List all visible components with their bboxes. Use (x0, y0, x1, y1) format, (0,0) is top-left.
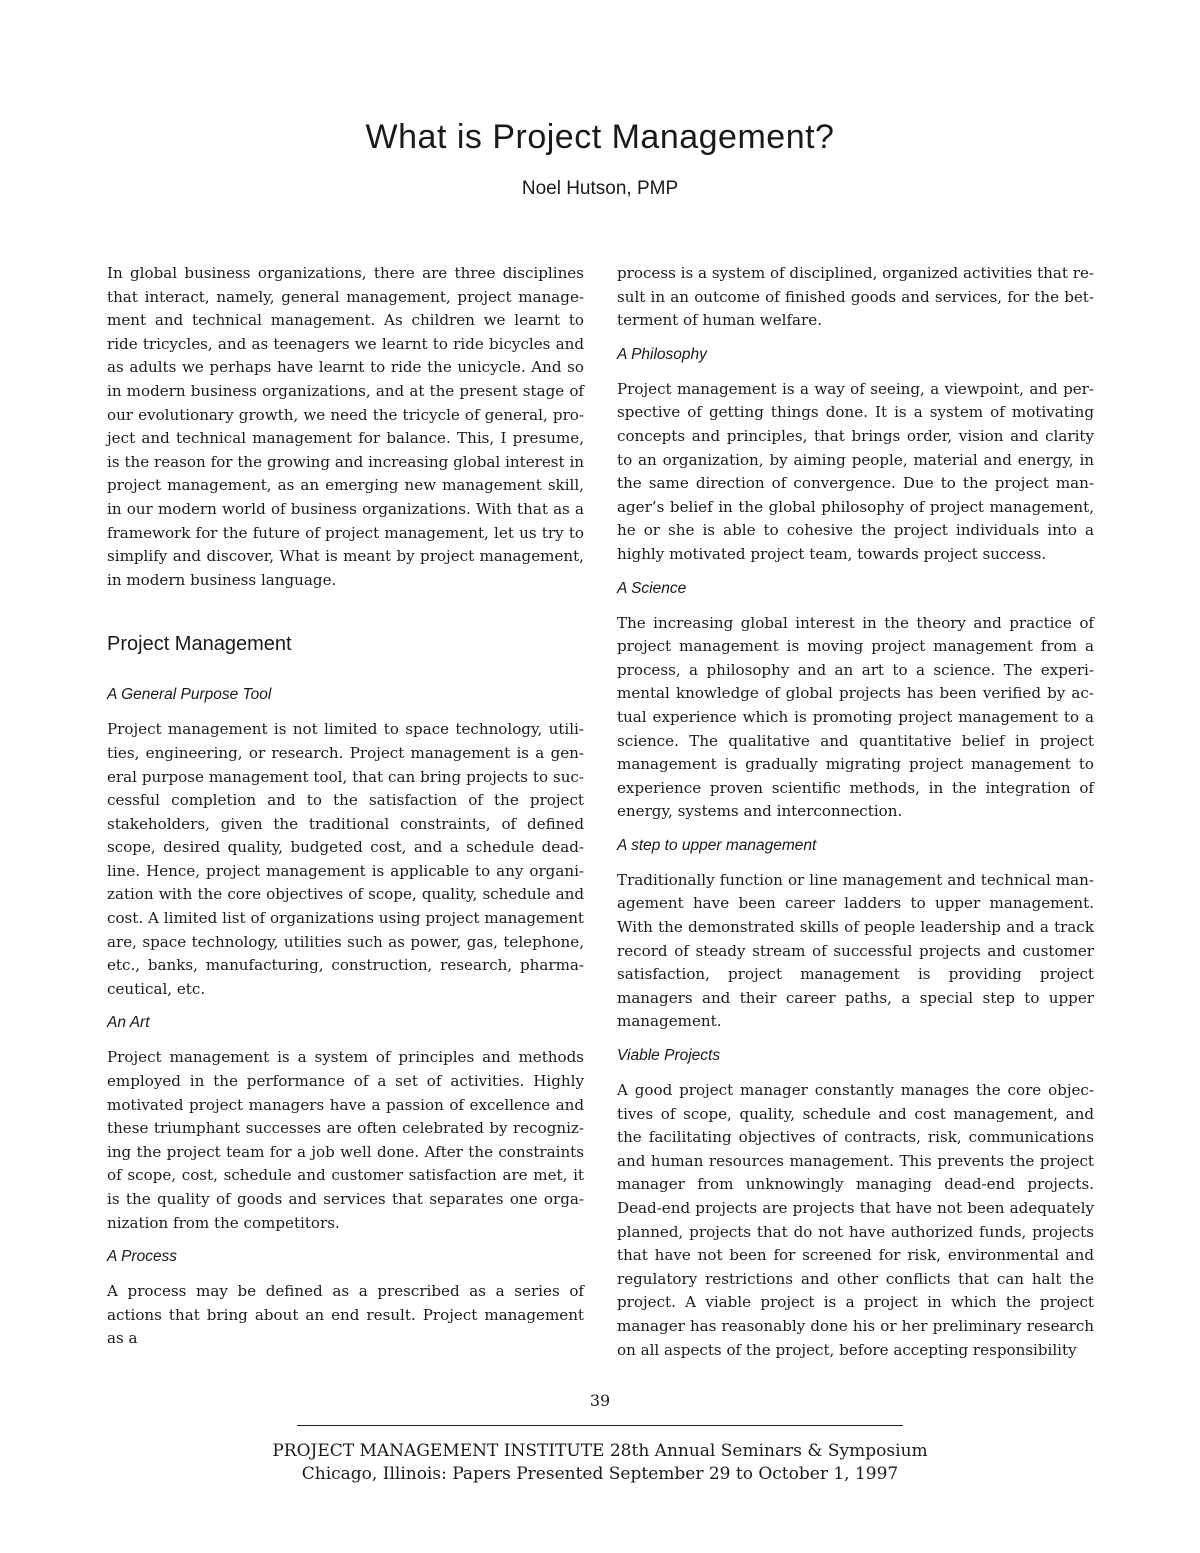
paragraph-process-continued: process is a system of disciplined, organized activities that result in an outcome of finished goods and services, for the betterment of human welfare. (617, 264, 1094, 330)
footer (0, 1440, 1200, 1486)
paragraph-art: Project management is a system of principles and methods employed in the performance of a set of activities. Highly motivated project managers have a passion of excellence and these triumphant successes are often celebrated by recognizing the project team for a job well done. After the constraints of scope, cost, schedule and customer satisfaction are met, it is the quality of goods and services that separates one organization from the competitors. (107, 1048, 584, 1232)
footer-divider (297, 1425, 903, 1426)
paragraph-viable-projects: A good project manager constantly manages the core objectives of scope, quality, schedule and cost management, and the facilitating objectives of contracts, risk, communications and human resources management. This prevents the project manager from unknowingly managing dead-end projects. Dead-end projects are projects that have not been adequately planned, projects that do not have authorized funds, projects that have not been for screened for risk, environmental and regulatory restrictions and other conflicts that can halt the project. A viable project is a project in which the project manager has reasonably done his or her preliminary research on all aspects of the project, before accepting responsibility (617, 1081, 1094, 1359)
subheading-philosophy: A Philosophy (617, 345, 707, 363)
page-title: What is Project Management? (365, 118, 835, 156)
footer-line-2: Chicago, Illinois: Papers Presented September 29 to October 1, 1997 (301, 1464, 899, 1484)
author-byline: Noel Hutson, PMP (521, 178, 679, 199)
left-column (107, 262, 584, 1362)
intro-paragraph: In global business organizations, there are three disciplines that interact, namely, general management, project management and technical management. As children we learnt to ride tricycles, and as teenagers we learnt to ride bicycles and as adults we perhaps have learnt to ride the unicycle. And so in modern business organizations, and at the present stage of our evolutionary growth, we need the tricycle of general, project and technical management for balance. This, I presume, is the reason for the growing and increasing global interest in project management, as an emerging new management skill, in our modern world of business organizations. With that as a framework for the future of project management, let us try to simplify and discover, What is meant by project management, in modern business language. (107, 264, 584, 589)
subheading-process: A Process (107, 1248, 178, 1266)
paragraph-philosophy: Project management is a way of seeing, a viewpoint, and perspective of getting things done. It is a system of motivating concepts and principles, that brings order, vision and clarity to an organization, by aiming people, material and energy, in the same direction of convergence. Due to the project manager’s belief in the global philosophy of project management, he or she is able to cohesive the project individuals into a highly motivated project team, towards project success. (617, 379, 1094, 563)
subheading-general-purpose-tool: A General Purpose Tool (107, 686, 272, 704)
subheading-art: An Art (107, 1014, 150, 1032)
paragraph-process: A process may be defined as a prescribed as a series of actions that bring about an end result. Project management as a (107, 1282, 584, 1348)
subheading-viable-projects: Viable Projects (617, 1047, 721, 1065)
footer-line-1: PROJECT MANAGEMENT INSTITUTE 28th Annual Seminars & Symposium (272, 1441, 928, 1461)
page-number: 39 (589, 1391, 611, 1410)
section-heading-project-management: Project Management (107, 633, 292, 656)
subheading-upper-management: A step to upper management (617, 836, 817, 854)
paragraph-upper-management: Traditionally function or line management and technical management have been career ladders to upper management. With the demonstrated skills of people leadership and a track record of steady stream of successful projects and customer satisfaction, project management is providing project managers and their career paths, a special step to upper management. (617, 870, 1094, 1031)
paragraph-science: The increasing global interest in the theory and practice of project management is moving project management from a process, a philosophy and an art to a science. The experimental knowledge of global projects has been verified by actual experience which is promoting project management to a science. The qualitative and quantitative belief in project management is gradually migrating project management to experience proven scientific methods, in the integration of energy, systems and interconnection. (617, 613, 1094, 821)
paragraph-general-purpose-tool: Project management is not limited to space technology, utilities, engineering, or research. Project management is a general purpose management tool, that can bring projects to successful completion and to the satisfaction of the project stakeholders, given the traditional constraints, of defined scope, desired quality, budgeted cost, and a schedule deadline. Hence, project management is applicable to any organization with the core objectives of scope, quality, schedule and cost. A limited list of organizations using project management are, space technology, utilities such as power, gas, telephone, etc., banks, manufacturing, construction, research, pharmaceutical, etc. (107, 720, 584, 998)
subheading-science: A Science (617, 579, 687, 597)
right-column (617, 262, 1094, 1373)
